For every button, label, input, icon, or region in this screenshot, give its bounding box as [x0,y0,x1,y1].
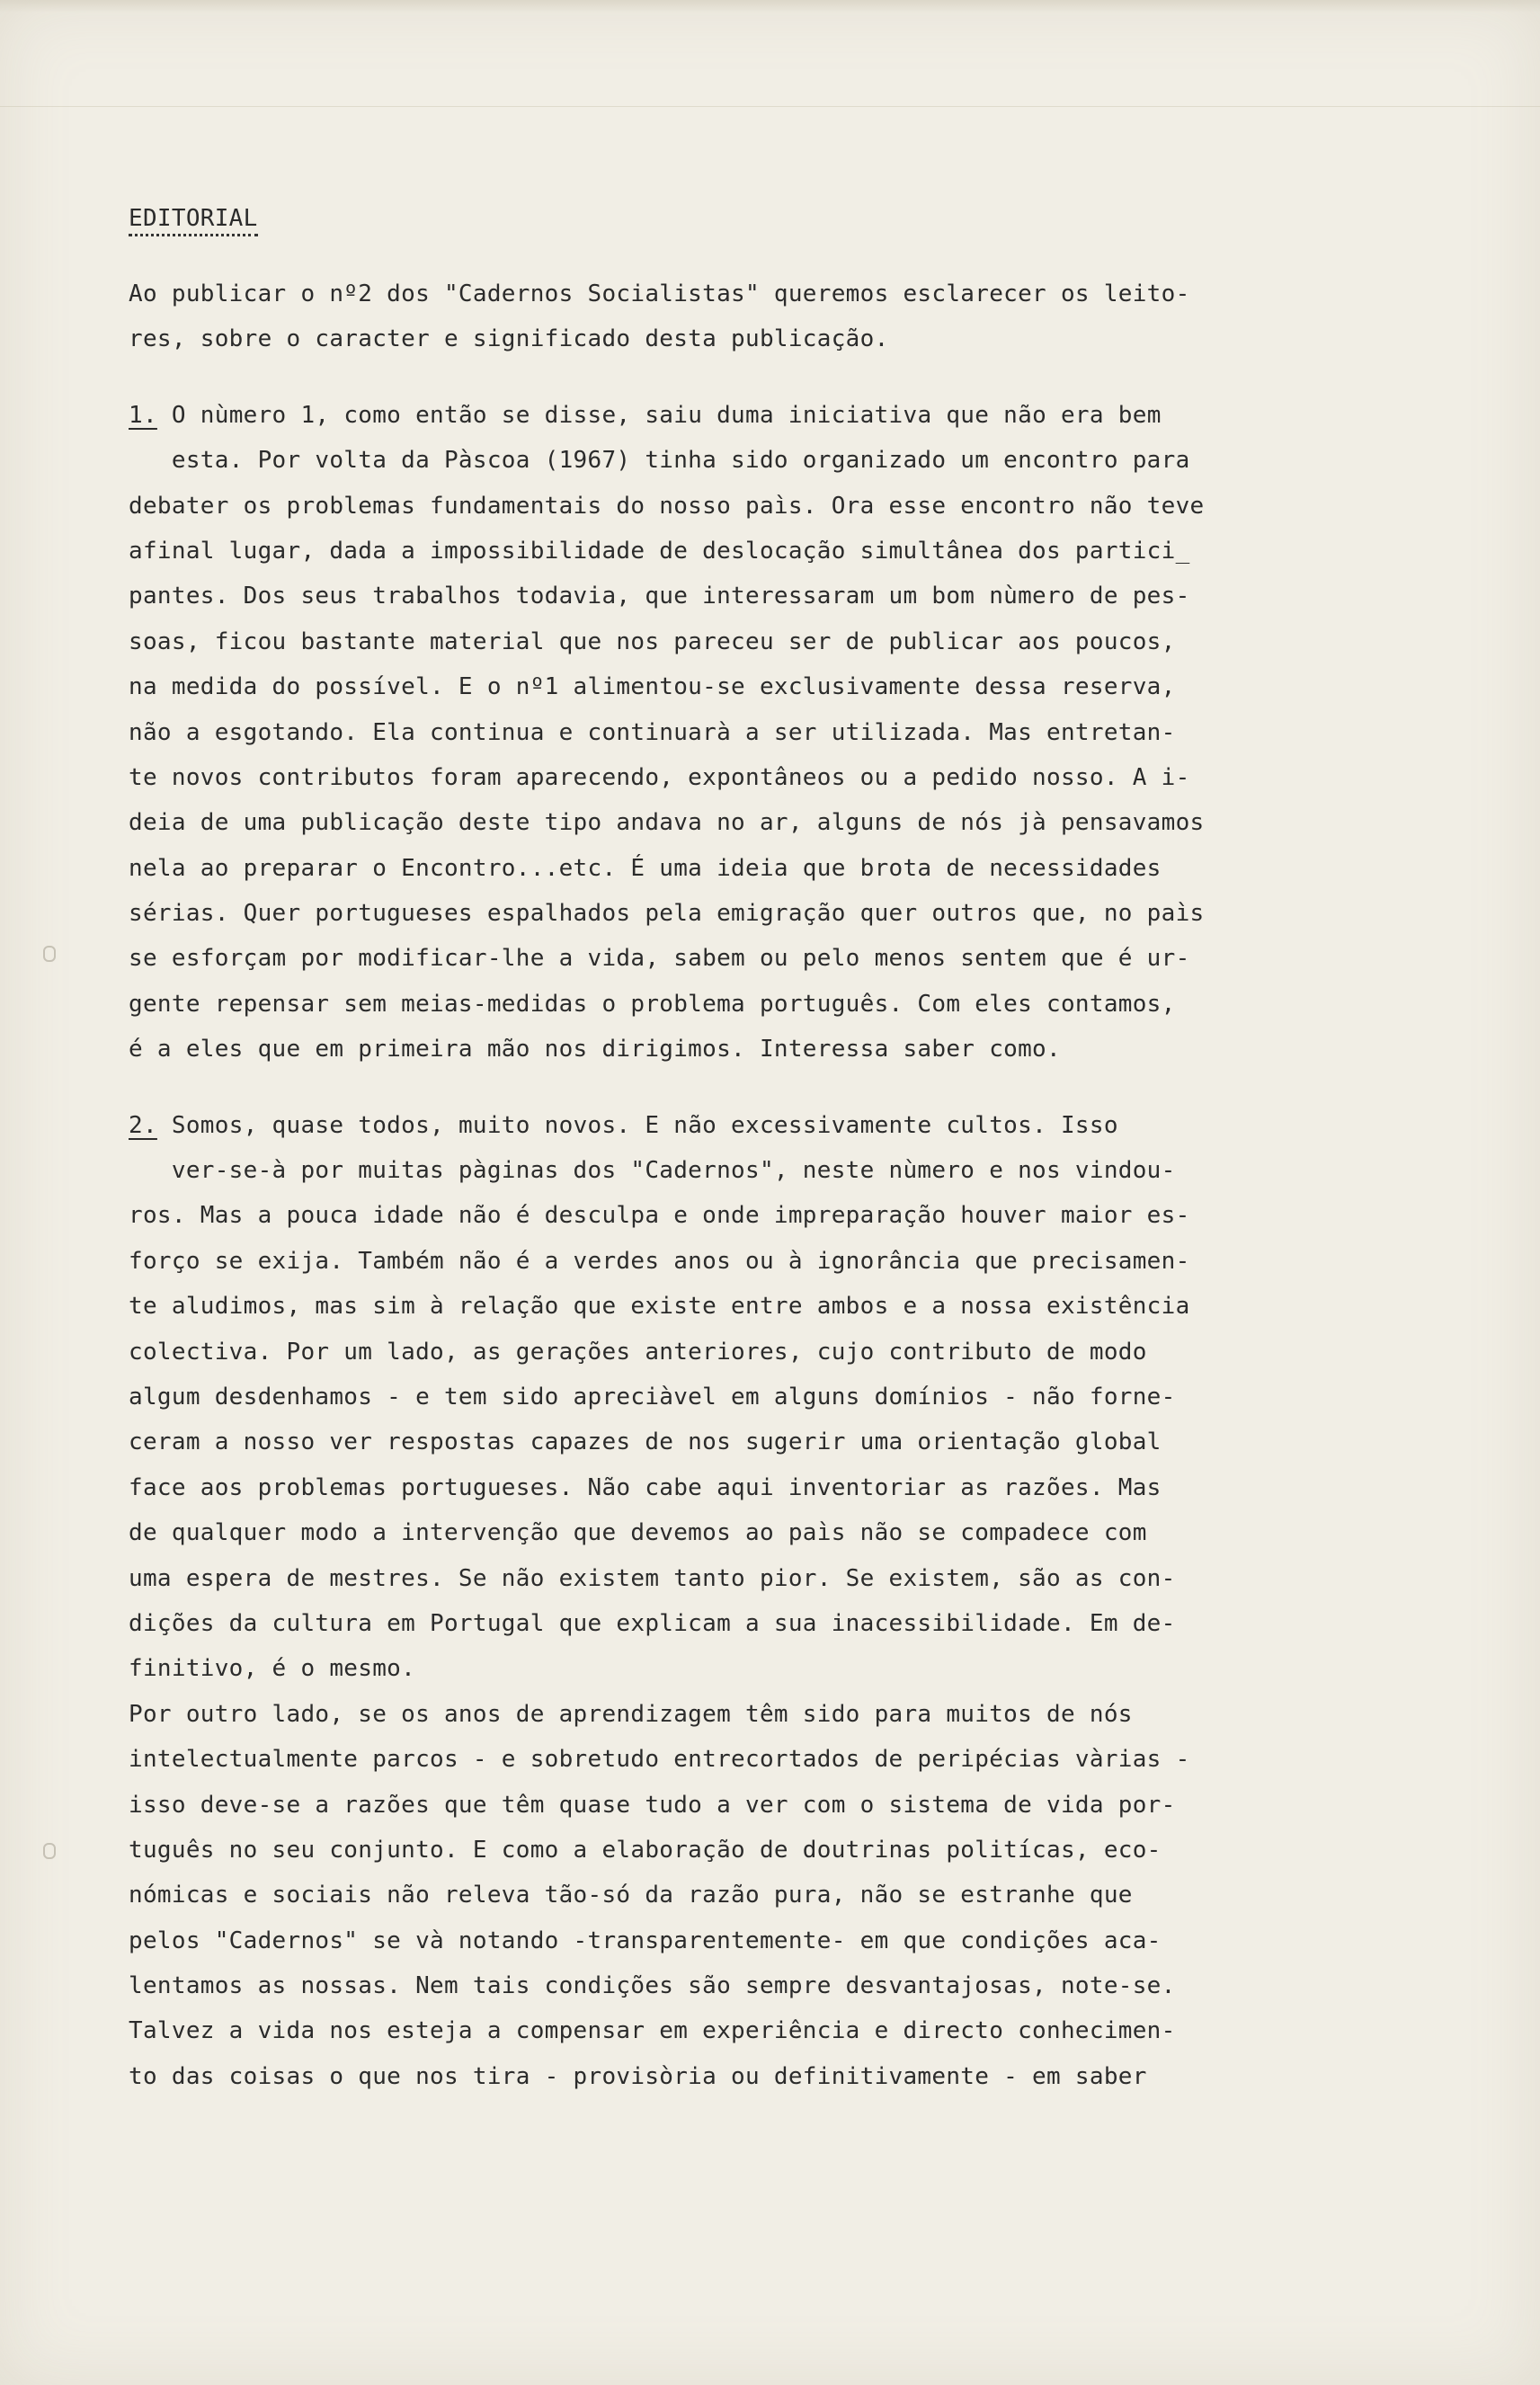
text-line [129,529,1356,574]
text-line [129,1284,1356,1329]
text-line [129,891,1356,936]
text-line [129,1918,1356,1963]
line-text: debater os problemas fundamentais do nosso paìs. Ora esse encontro não teve [129,492,1205,520]
paper-fold [0,106,1540,107]
text-line [129,271,1356,316]
text-line [129,1646,1356,1691]
line-text: ceram a nosso ver respostas capazes de nos sugerir uma orientação global [129,1428,1162,1456]
line-text: se esforçam por modificar-lhe a vida, sabem ou pelo menos sentem que é ur- [129,945,1190,973]
line-text: Por outro lado, se os anos de aprendizagem têm sido para muitos de nós [129,1700,1133,1728]
line-text: lentamos as nossas. Nem tais condições são sempre desvantajosas, note-se. [129,1972,1176,2000]
text-line [129,1556,1356,1601]
line-text: de qualquer modo a intervenção que devemos ao paìs não se compadece com [129,1519,1147,1547]
text-line [129,936,1356,981]
text-line [129,1828,1356,1873]
line-text: Ao publicar o nº2 dos "Cadernos Socialistas" queremos esclarecer os leito- [129,280,1190,307]
line-text: algum desdenhamos - e tem sido apreciàvel em alguns domínios - não forne- [129,1383,1176,1411]
text-line [129,1330,1356,1375]
text-line [129,1193,1356,1238]
text-line [129,393,1356,438]
text-line [129,1963,1356,2008]
editorial-title-text: EDITORIAL [129,205,258,236]
text-line [129,1783,1356,1828]
line-text: tuguês no seu conjunto. E como a elaboração de doutrinas politícas, eco- [129,1836,1162,1864]
text-line [129,1510,1356,1555]
line-text: pantes. Dos seus trabalhos todavia, que interessaram um bom nùmero de pes- [129,583,1190,610]
paragraph [129,271,1356,362]
text-line [129,1103,1356,1148]
text-line [129,1465,1356,1510]
line-text: é a eles que em primeira mão nos dirigimos. Interessa saber como. [129,1036,1061,1063]
line-text: te novos contributos foram aparecendo, expontâneos ou a pedido nosso. A i- [129,763,1190,791]
line-text: res, sobre o caracter e significado desta publicação. [129,325,889,353]
line-text: nómicas e sociais não releva tão-só da razão pura, não se estranhe que [129,1882,1133,1909]
line-text: forço se exija. Também não é a verdes anos ou à ignorância que precisamen- [129,1247,1190,1275]
line-text: finitivo, é o mesmo. [129,1655,416,1683]
line-text: sérias. Quer portugueses espalhados pela emigração quer outros que, no paìs [129,900,1205,928]
line-text: gente repensar sem meias-medidas o problema português. Com eles contamos, [129,990,1176,1018]
line-text: ver-se-à por muitas pàginas dos "Cadernos", neste nùmero e nos vindou- [129,1157,1176,1185]
text-line [129,484,1356,529]
text-line [129,664,1356,709]
line-text: afinal lugar, dada a impossibilidade de deslocação simultânea dos partici_ [129,537,1190,565]
text-line [129,1692,1356,1737]
text-line [129,1027,1356,1072]
text-line [129,2054,1356,2099]
line-text: intelectualmente parcos - e sobretudo entrecortados de peripécias vàrias - [129,1746,1190,1774]
text-line [129,1148,1356,1193]
line-text: face aos problemas portugueses. Não cabe aqui inventoriar as razões. Mas [129,1473,1162,1501]
line-text: esta. Por volta da Pàscoa (1967) tinha sido organizado um encontro para [129,447,1190,475]
text-line [129,1601,1356,1646]
line-text: to das coisas o que nos tira - provisòria ou definitivamente - em saber [129,2062,1147,2090]
line-text: nela ao preparar o Encontro...etc. É uma ideia que brota de necessidades [129,854,1162,882]
line-text: uma espera de mestres. Se não existem tanto pior. Se existem, são as con- [129,1564,1176,1592]
line-text: soas, ficou bastante material que nos pareceu ser de publicar aos poucos, [129,627,1176,655]
punch-hole-mark [43,1843,56,1859]
text-line [129,1737,1356,1782]
line-text: colectiva. Por um lado, as gerações anteriores, cujo contributo de modo [129,1338,1147,1366]
text-line [129,574,1356,618]
text-line [129,2008,1356,2053]
punch-hole-mark [43,946,56,962]
line-text: pelos "Cadernos" se và notando -transparentemente- em que condições aca- [129,1927,1162,1954]
line-text: ros. Mas a pouca idade não é desculpa e onde impreparação houver maior es- [129,1202,1190,1230]
text-line [129,316,1356,361]
text-line [129,1873,1356,1918]
line-text: isso deve-se a razões que têm quase tudo a ver com o sistema de vida por- [129,1791,1176,1819]
line-text: Talvez a vida nos esteja a compensar em experiência e directo conhecimen- [129,2017,1176,2045]
text-line [129,438,1356,483]
text-line [129,755,1356,800]
editorial-title [129,205,1356,271]
line-text: dições da cultura em Portugal que explicam a sua inacessibilidade. Em de- [129,1609,1176,1637]
paragraph [129,1103,1356,2100]
text-line [129,1419,1356,1464]
editorial-body [129,205,1356,2099]
line-text: Somos, quase todos, muito novos. E não excessivamente cultos. Isso [156,1111,1118,1139]
line-text: não a esgotando. Ela continua e continuarà a ser utilizada. Mas entretan- [129,718,1176,746]
line-text: te aludimos, mas sim à relação que existe entre ambos e a nossa existência [129,1293,1190,1321]
paragraph-number: 1. [129,401,157,429]
paragraph-list [129,271,1356,2099]
line-text: O nùmero 1, como então se disse, saiu duma iniciativa que não era bem [156,401,1162,429]
text-line [129,710,1356,755]
text-line [129,982,1356,1027]
text-line [129,1239,1356,1284]
line-text: deia de uma publicação deste tipo andava no ar, alguns de nós jà pensavamos [129,809,1205,837]
text-line [129,1375,1356,1419]
paragraph-number: 2. [129,1111,157,1139]
line-text: na medida do possível. E o nº1 alimentou-se exclusivamente dessa reserva, [129,673,1176,701]
text-line [129,846,1356,891]
text-line [129,619,1356,664]
paragraph [129,393,1356,1072]
page-top-edge [0,0,1540,13]
text-line [129,800,1356,845]
